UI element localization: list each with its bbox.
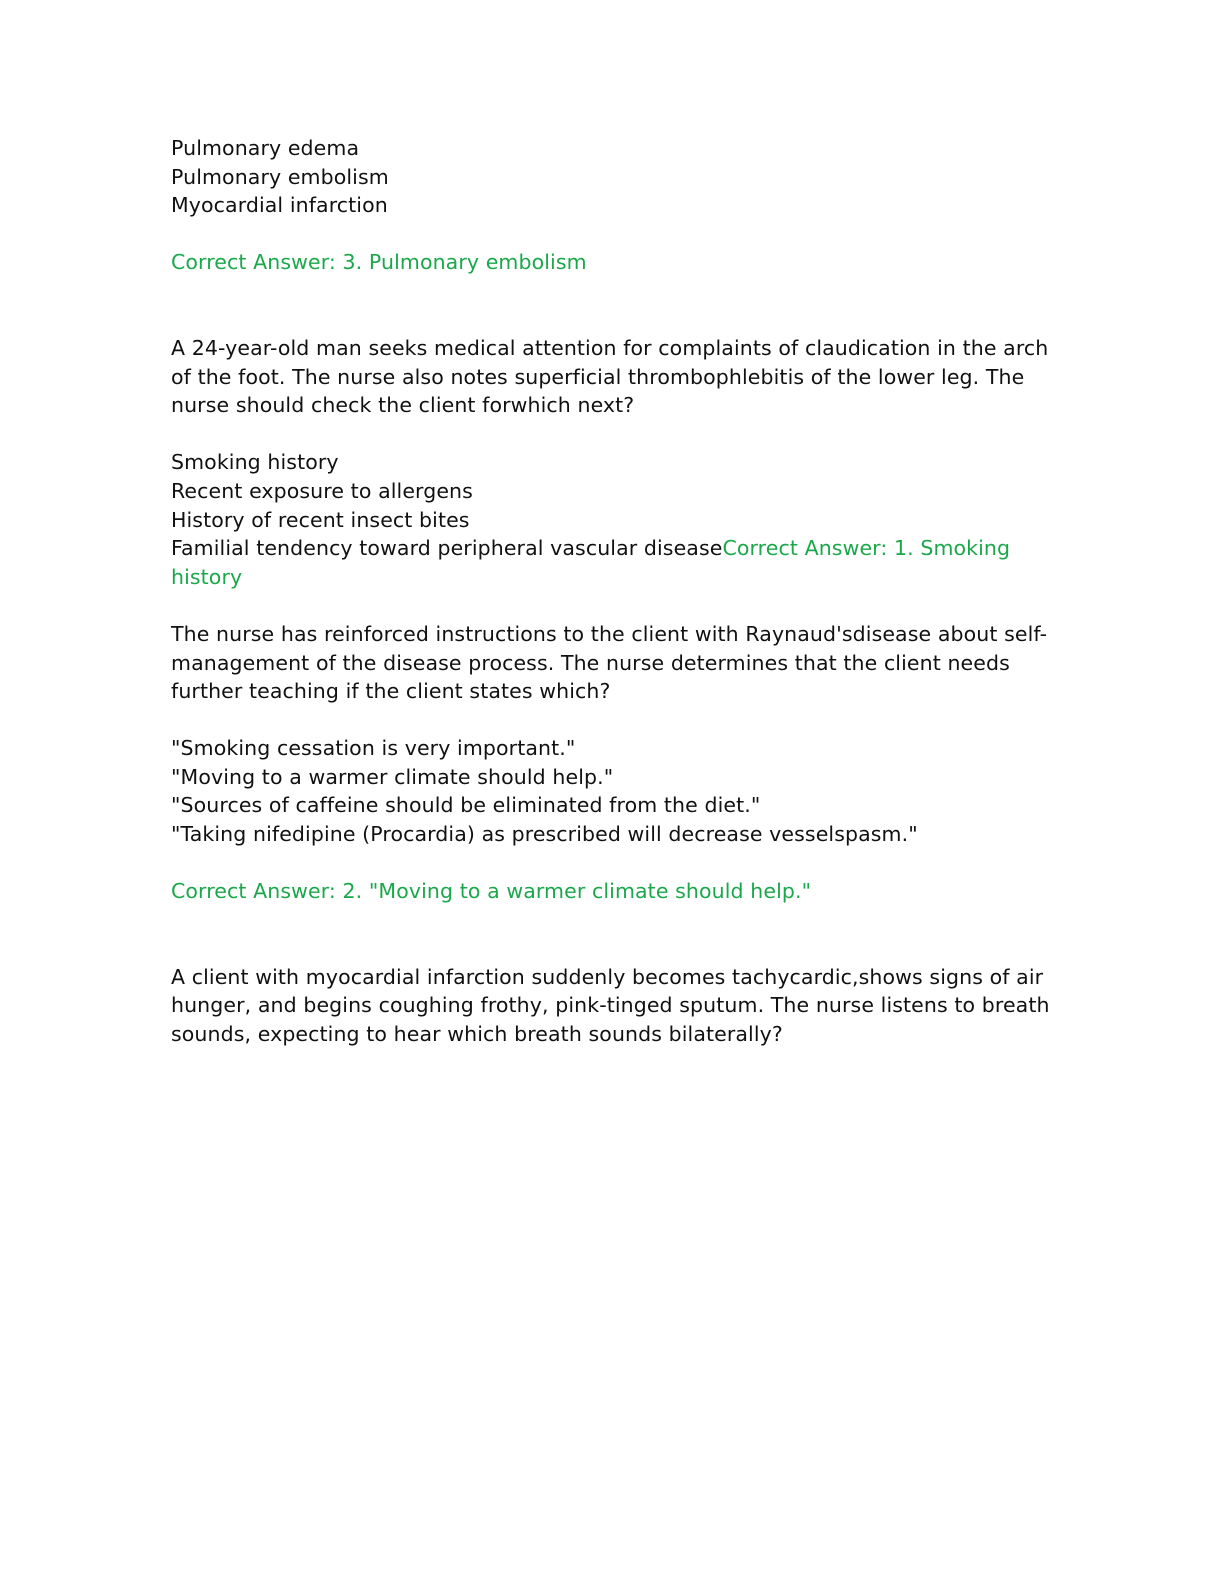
spacer (171, 220, 1051, 249)
q4-question: A client with myocardial infarction suddenly becomes tachycardic,shows signs of air hunger, and begins coughing frothy, pink-tinged sputum. The nurse listens to breath sounds, expecting to hear which breath sounds bilaterally? (171, 964, 1050, 1047)
q2-option-3: History of recent insect bites (171, 507, 470, 532)
q2-option-4: Familial tendency toward peripheral vascular disease (171, 536, 723, 561)
q2-option-2: Recent exposure to allergens (171, 478, 473, 503)
q1-option-2: Pulmonary embolism (171, 164, 389, 189)
spacer (171, 849, 1051, 878)
q3-option-3: "Sources of caffeine should be eliminated from the diet." (171, 793, 761, 818)
spacer (171, 420, 1051, 449)
spacer (171, 706, 1051, 735)
document-page (171, 134, 1051, 1049)
spacer (171, 277, 1051, 334)
spacer (171, 591, 1051, 620)
q3-question: The nurse has reinforced instructions to the client with Raynaud'sdisease about self-management of the disease process. The nurse determines that the client needs further teaching if the client states which? (171, 621, 1048, 704)
q2-option-4-with-answer (171, 534, 1051, 591)
q3-option-1: "Smoking cessation is very important." (171, 736, 576, 761)
q3-option-4: "Taking nifedipine (Procardia) as prescribed will decrease vesselspasm." (171, 822, 918, 847)
q2-option-1: Smoking history (171, 450, 339, 475)
q1-option-1: Pulmonary edema (171, 136, 360, 160)
q3-option-2: "Moving to a warmer climate should help." (171, 764, 614, 789)
q1-option-3: Myocardial infarction (171, 193, 388, 218)
q1-correct-answer: Correct Answer: 3. Pulmonary embolism (171, 250, 587, 275)
q2-correct-answer: Correct Answer: 1. Smoking history (171, 536, 1011, 589)
q3-correct-answer: Correct Answer: 2. "Moving to a warmer climate should help." (171, 879, 812, 904)
q2-question: A 24-year-old man seeks medical attention for complaints of claudication in the arch of the foot. The nurse also notes superficial thrombophlebitis of the lower leg. The nurse should check the client forwhich next? (171, 335, 1049, 418)
spacer (171, 906, 1051, 963)
